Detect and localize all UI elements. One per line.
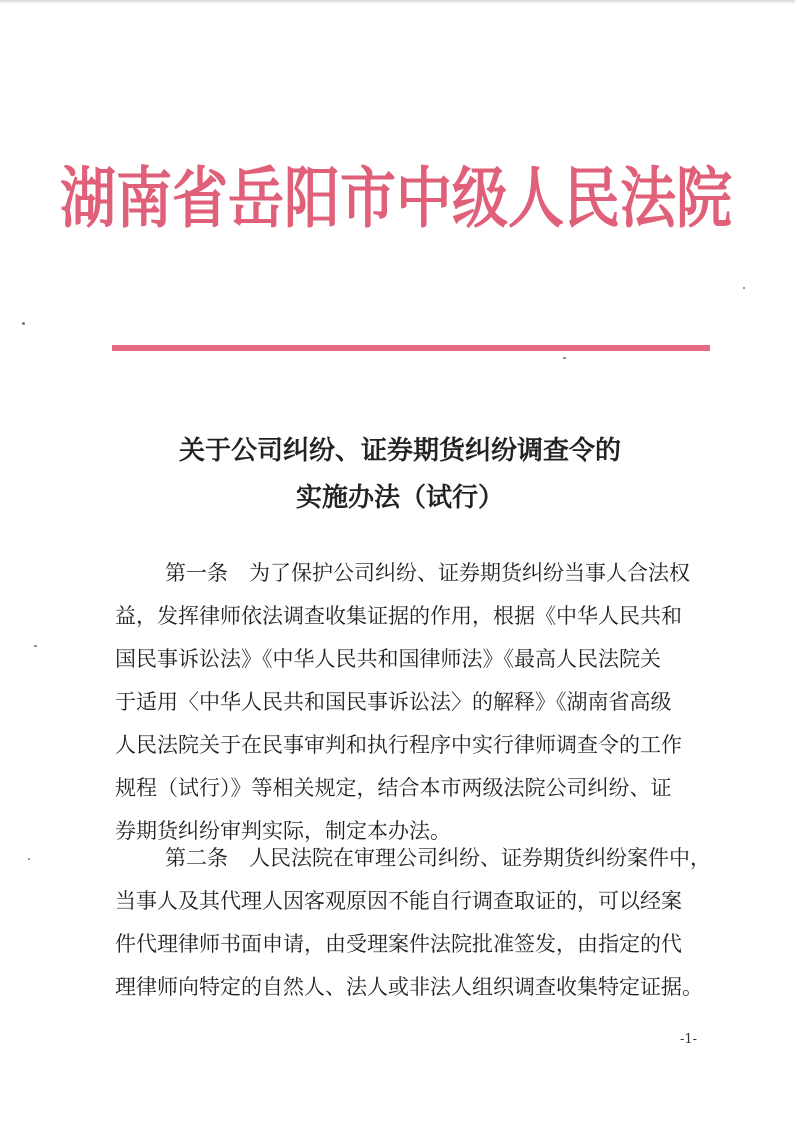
scan-speck (563, 357, 566, 359)
article-1-line: 规程（试行）》等相关规定，结合本市两级法院公司纠纷、证 (115, 776, 672, 800)
scan-speck (743, 287, 745, 289)
court-name-header: 湖南省岳阳市中级人民法院 (60, 161, 732, 238)
document-title-line-2: 实施办法（试行） (295, 483, 504, 513)
page-number: -1- (680, 1032, 698, 1047)
article-2-line: 第二条 人民法院在审理公司纠纷、证券期货纠纷案件中， (165, 846, 711, 870)
article-2 (115, 837, 715, 1009)
red-divider-rule (112, 345, 710, 351)
article-2-line: 当事人及其代理人因客观原因不能自行调查取证的，可以经案 (115, 889, 682, 913)
scan-speck (34, 645, 37, 647)
article-1-line: 于适用〈中华人民共和国民事诉讼法〉的解释》《湖南省高级 (115, 690, 672, 714)
article-1-line: 券期货纠纷审判实际，制定本办法。 (115, 819, 451, 843)
scan-edge-shadow (0, 0, 795, 4)
article-1 (115, 552, 715, 853)
scan-speck (22, 322, 25, 325)
article-2-line: 理律师向特定的自然人、法人或非法人组织调查收集特定证据。 (115, 975, 703, 999)
article-1-line: 人民法院关于在民事审判和执行程序中实行律师调查令的工作 (115, 733, 682, 757)
scan-speck (28, 858, 30, 860)
article-1-line: 益，发挥律师依法调查收集证据的作用，根据《中华人民共和 (115, 604, 682, 628)
article-2-line: 件代理律师书面申请，由受理案件法院批准签发，由指定的代 (115, 932, 682, 956)
document-title-line-1: 关于公司纠纷、证券期货纠纷调查令的 (178, 436, 621, 466)
article-1-line: 国民事诉讼法》《中华人民共和国律师法》《最高人民法院关 (115, 647, 661, 671)
article-1-line: 第一条 为了保护公司纠纷、证券期货纠纷当事人合法权 (165, 561, 690, 585)
